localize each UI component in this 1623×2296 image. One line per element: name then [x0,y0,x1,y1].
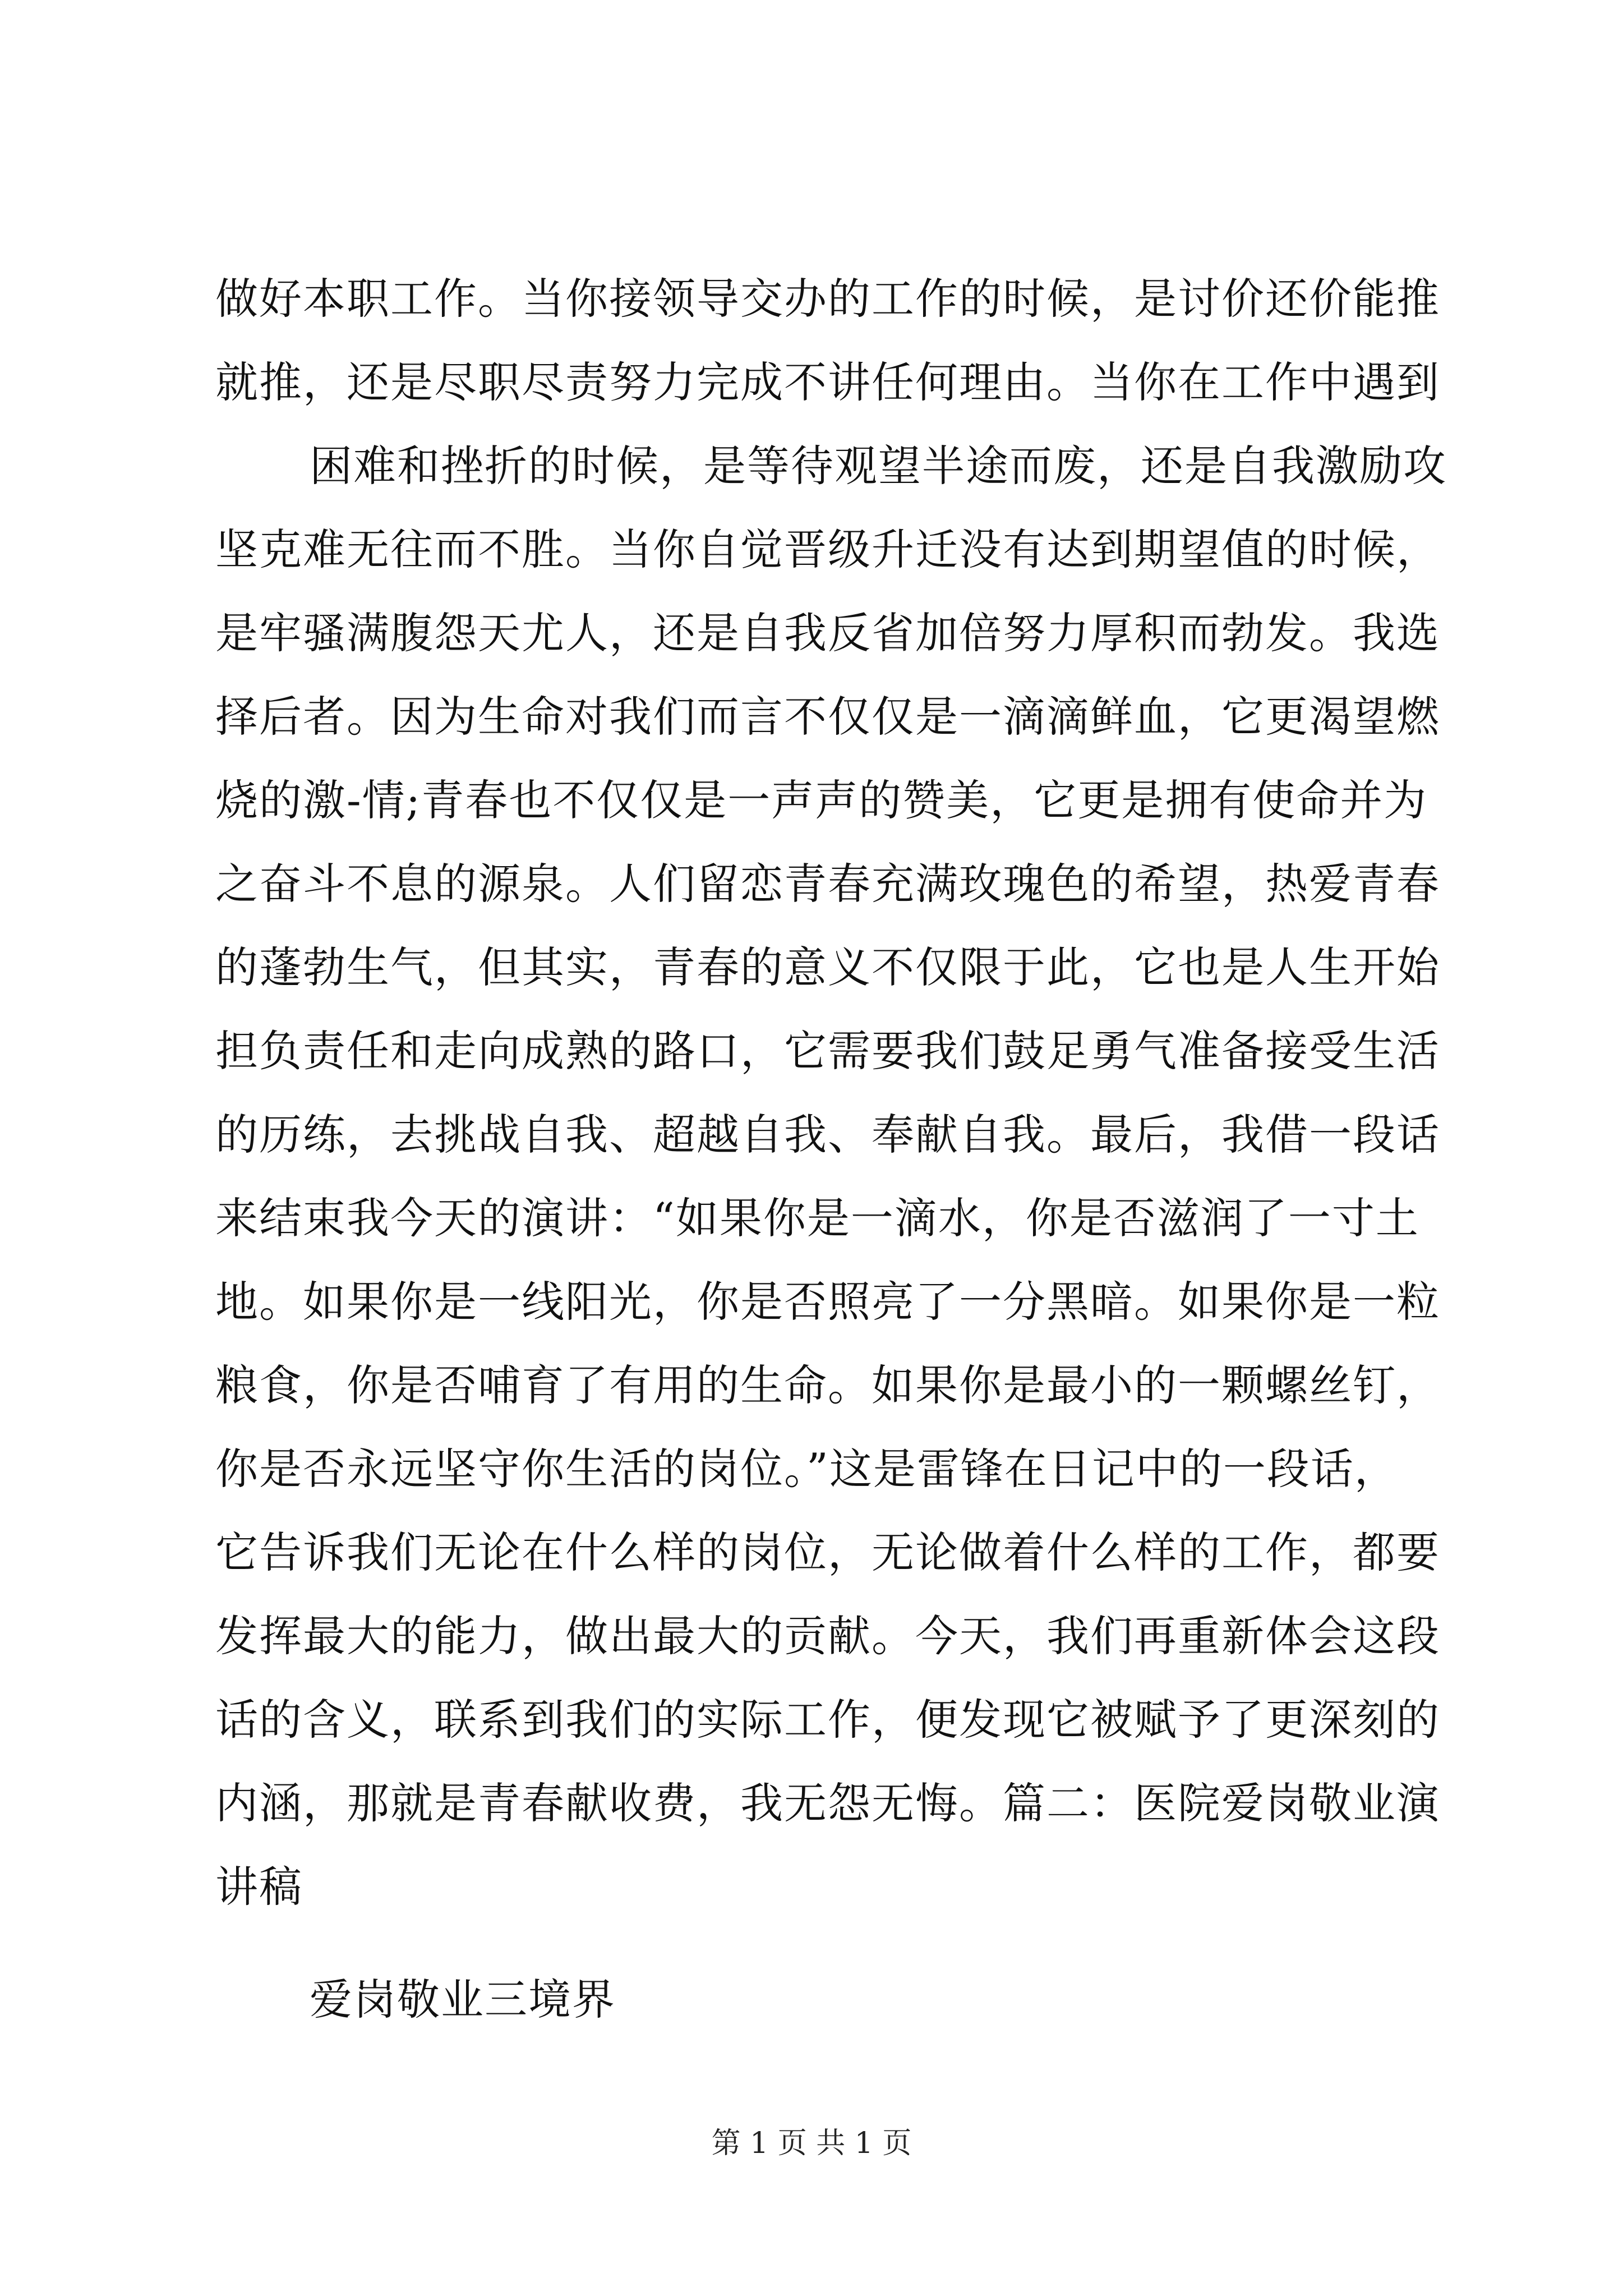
text-line: 就推，还是尽职尽责努力完成不讲任何理由。当你在工作中遇到 [215,357,1440,407]
text-line: 担负责任和走向成熟的路口，它需要我们鼓足勇气准备接受生活 [215,1026,1440,1076]
document-body [215,257,1447,1929]
text-line: 的历练，去挑战自我、超越自我、奉献自我。最后，我借一段话 [215,1110,1440,1159]
text-line: 烧的激-情;青春也不仅仅是一声声的赞美，它更是拥有使命并为 [215,775,1428,825]
text-line: 来结束我今天的演讲：“如果你是一滴水，你是否滋润了一寸土 [215,1193,1419,1243]
text-line: 择后者。因为生命对我们而言不仅仅是一滴滴鲜血，它更渴望燃 [215,692,1440,742]
section-heading: 爱岗敬业三境界 [310,1975,616,2024]
text-line: 粮食，你是否哺育了有用的生命。如果你是最小的一颗螺丝钉， [215,1360,1440,1410]
text-line: 内涵，那就是青春献收费，我无怨无悔。篇二：医院爱岗敬业演 [215,1778,1440,1828]
page-footer: 第 1 页 共 1 页 [711,2127,912,2160]
text-line: 讲稿 [215,1862,303,1912]
text-line: 你是否永远坚守你生活的岗位。”这是雷锋在日记中的一段话， [215,1444,1398,1494]
text-line: 的蓬勃生气，但其实，青春的意义不仅限于此，它也是人生开始 [215,942,1440,992]
text-line: 做好本职工作。当你接领导交办的工作的时候，是讨价还价能推 [215,274,1440,324]
text-line: 困难和挫折的时候，是等待观望半途而废，还是自我激励攻 [310,441,1447,491]
text-line: 坚克难无往而不胜。当你自觉晋级升迁没有达到期望值的时候， [215,524,1440,574]
text-line: 它告诉我们无论在什么样的岗位，无论做着什么样的工作，都要 [215,1527,1440,1577]
text-line: 地。如果你是一线阳光，你是否照亮了一分黑暗。如果你是一粒 [215,1277,1440,1327]
text-line: 发挥最大的能力，做出最大的贡献。今天，我们再重新体会这段 [215,1611,1440,1661]
text-line: 话的含义，联系到我们的实际工作，便发现它被赋予了更深刻的 [215,1695,1440,1745]
text-line: 是牢骚满腹怨天尤人，还是自我反省加倍努力厚积而勃发。我选 [215,608,1440,658]
text-line: 之奋斗不息的源泉。人们留恋青春充满玫瑰色的希望，热爱青春 [215,859,1440,909]
